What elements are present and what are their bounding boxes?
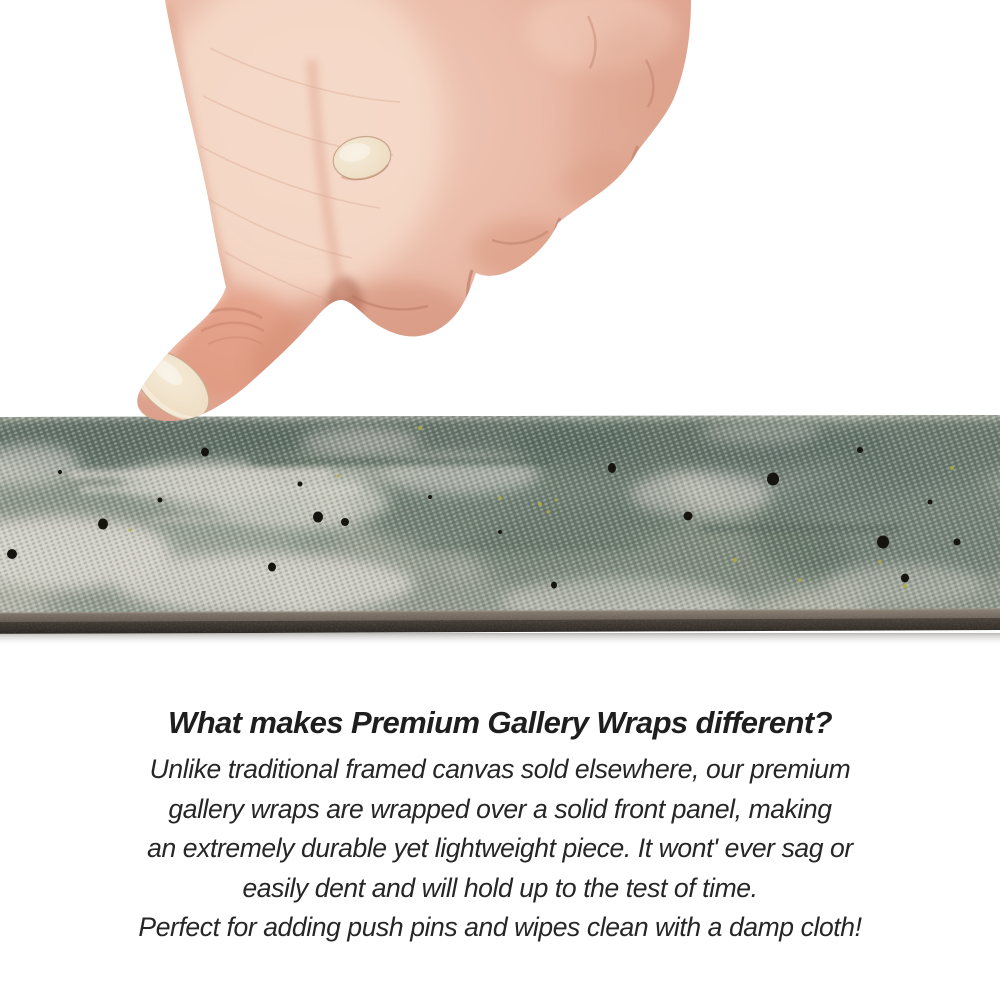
body-line-4: easily dent and will hold up to the test of time. xyxy=(242,872,758,903)
info-text-block xyxy=(0,700,1000,948)
canvas-texture xyxy=(0,412,1000,629)
section-heading: What makes Premium Gallery Wraps different? xyxy=(168,705,832,740)
hand-pressing-thumb-image xyxy=(0,0,1000,432)
body-line-1: Unlike traditional framed canvas sold elsewhere, our premium xyxy=(149,754,851,784)
canvas-edge-strip-image xyxy=(0,412,1000,648)
canvas-drop-shadow xyxy=(0,633,1000,646)
body-line-3: an extremely durable yet lightweight piece. It wont' ever sag or xyxy=(147,833,853,863)
body-line-2: gallery wraps are wrapped over a solid front panel, making xyxy=(168,793,832,824)
body-line-5: Perfect for adding push pins and wipes clean with a damp cloth! xyxy=(138,912,862,942)
